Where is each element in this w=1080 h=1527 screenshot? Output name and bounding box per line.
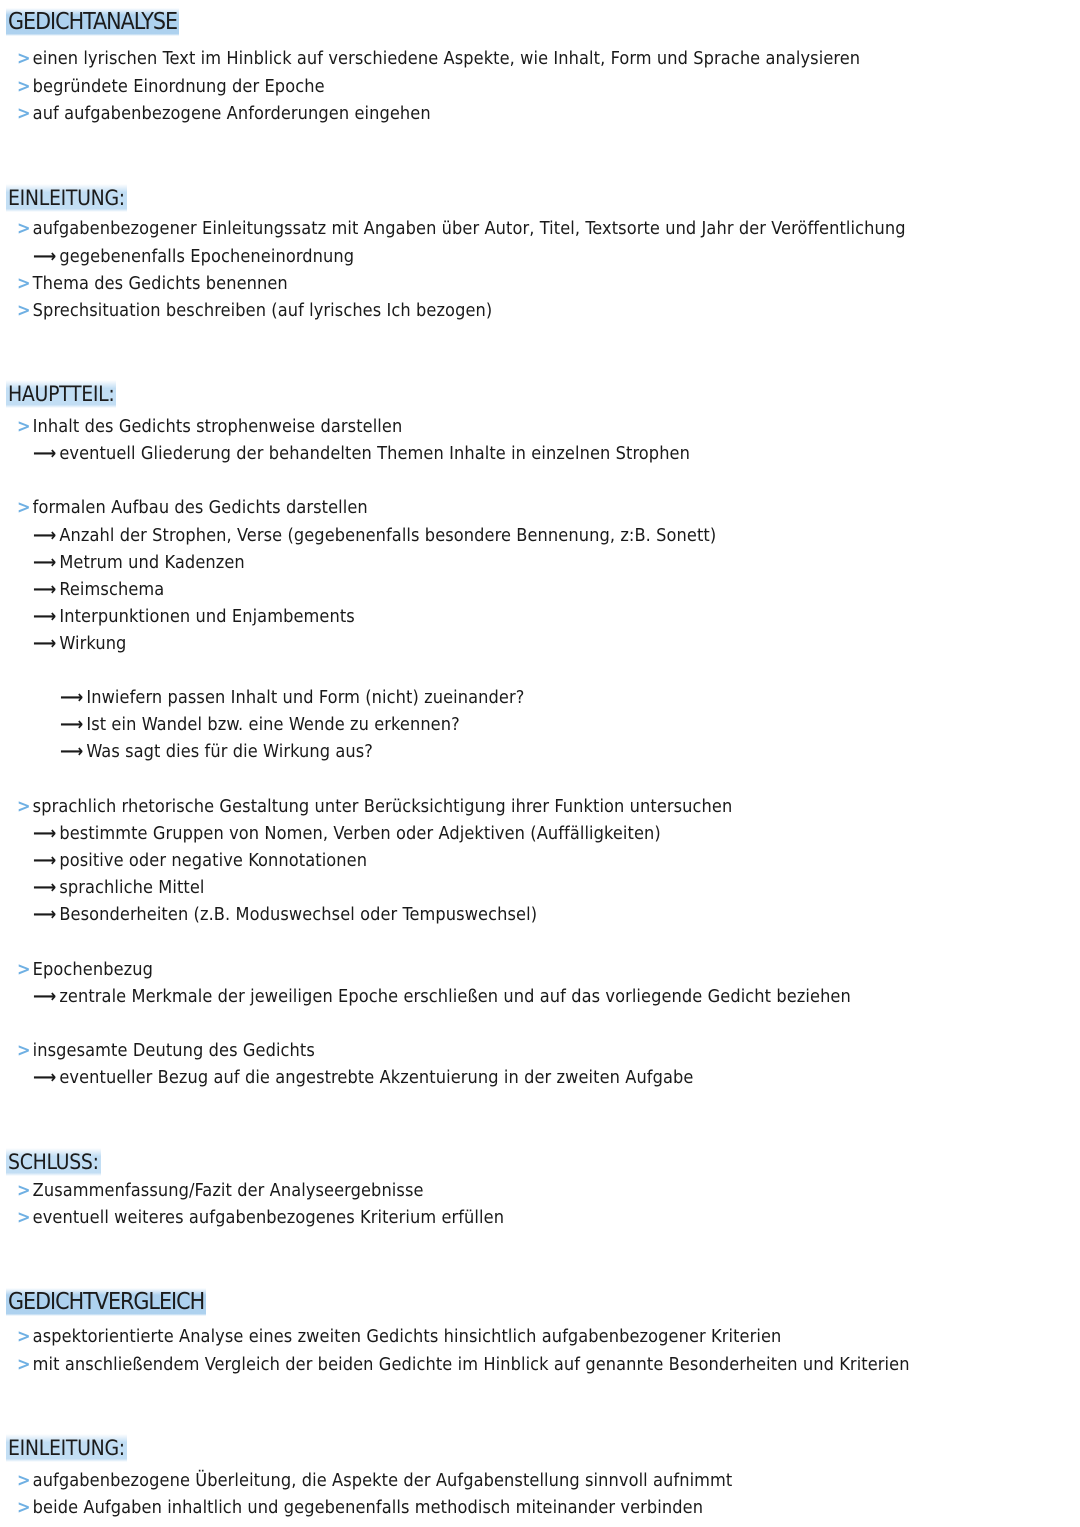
bullet-item: > Zusammenfassung/Fazit der Analyseergebnisse	[17, 1180, 424, 1201]
bullet-marker-icon: >	[17, 1207, 31, 1228]
arrow-icon: ⟶	[33, 823, 57, 844]
sub-item: ⟶ Besonderheiten (z.B. Moduswechsel oder Tempuswechsel)	[33, 904, 538, 925]
bullet-item: > Epochenbezug	[17, 959, 153, 980]
bullet-marker-icon: >	[17, 1180, 31, 1201]
sub-item: ⟶ Reimschema	[33, 579, 165, 600]
arrow-icon: ⟶	[33, 525, 57, 546]
title-gedichtvergleich: GEDICHTVERGLEICH	[8, 1289, 205, 1315]
heading-schluss: SCHLUSS:	[8, 1150, 99, 1174]
bullet-item: > beide Aufgaben inhaltlich und gegebenenfalls methodisch miteinander verbinden	[17, 1497, 704, 1518]
sub-item: ⟶ eventuell Gliederung der behandelten Themen Inhalte in einzelnen Strophen	[33, 443, 690, 464]
heading-hauptteil: HAUPTTEIL:	[8, 382, 115, 406]
bullet-item: > begründete Einordnung der Epoche	[17, 76, 325, 97]
bullet-item: > insgesamte Deutung des Gedichts	[17, 1040, 315, 1061]
sub-sub-item: ⟶ Ist ein Wandel bzw. eine Wende zu erkennen?	[60, 714, 460, 735]
sub-item: ⟶ positive oder negative Konnotationen	[33, 850, 368, 871]
sub-item: ⟶ Interpunktionen und Enjambements	[33, 606, 355, 627]
sub-item: ⟶ gegebenenfalls Epocheneinordnung	[33, 246, 355, 267]
bullet-item: > Thema des Gedichts benennen	[17, 273, 288, 294]
bullet-marker-icon: >	[17, 218, 31, 239]
sub-item: ⟶ Anzahl der Strophen, Verse (gegebenenfalls besondere Bennenung, z:B. Sonett)	[33, 525, 717, 546]
arrow-icon: ⟶	[33, 850, 57, 871]
arrow-icon: ⟶	[33, 904, 57, 925]
sub-sub-item: ⟶ Inwiefern passen Inhalt und Form (nicht) zueinander?	[60, 687, 525, 708]
arrow-icon: ⟶	[60, 687, 84, 708]
sub-item: ⟶ Metrum und Kadenzen	[33, 552, 245, 573]
bullet-item: > mit anschließendem Vergleich der beiden Gedichte im Hinblick auf genannte Besonderheiten und Kriterien	[17, 1354, 910, 1375]
bullet-item: > eventuell weiteres aufgabenbezogenes Kriterium erfüllen	[17, 1207, 505, 1228]
bullet-marker-icon: >	[17, 959, 31, 980]
bullet-marker-icon: >	[17, 103, 31, 124]
arrow-icon: ⟶	[33, 986, 57, 1007]
arrow-icon: ⟶	[33, 443, 57, 464]
bullet-marker-icon: >	[17, 1326, 31, 1347]
sub-item: ⟶ bestimmte Gruppen von Nomen, Verben oder Adjektiven (Auffälligkeiten)	[33, 823, 661, 844]
sub-item: ⟶ sprachliche Mittel	[33, 877, 205, 898]
sub-item: ⟶ zentrale Merkmale der jeweiligen Epoche erschließen und auf das vorliegende Gedicht beziehen	[33, 986, 851, 1007]
arrow-icon: ⟶	[60, 741, 84, 762]
bullet-marker-icon: >	[17, 76, 31, 97]
bullet-item: > auf aufgabenbezogene Anforderungen eingehen	[17, 103, 431, 124]
bullet-marker-icon: >	[17, 416, 31, 437]
heading-einleitung-vergleich: EINLEITUNG:	[8, 1436, 125, 1460]
bullet-item: > aufgabenbezogener Einleitungssatz mit Angaben über Autor, Titel, Textsorte und Jahr der Veröffentlichung	[17, 218, 906, 239]
bullet-marker-icon: >	[17, 273, 31, 294]
arrow-icon: ⟶	[33, 633, 57, 654]
bullet-marker-icon: >	[17, 1040, 31, 1061]
bullet-item: > einen lyrischen Text im Hinblick auf verschiedene Aspekte, wie Inhalt, Form und Sprache analysieren	[17, 48, 861, 69]
bullet-item: > formalen Aufbau des Gedichts darstellen	[17, 497, 368, 518]
heading-einleitung: EINLEITUNG:	[8, 186, 125, 210]
bullet-item: > sprachlich rhetorische Gestaltung unter Berücksichtigung ihrer Funktion untersuchen	[17, 796, 733, 817]
bullet-marker-icon: >	[17, 48, 31, 69]
bullet-marker-icon: >	[17, 1497, 31, 1518]
bullet-marker-icon: >	[17, 497, 31, 518]
bullet-marker-icon: >	[17, 300, 31, 321]
bullet-item: > aspektorientierte Analyse eines zweiten Gedichts hinsichtlich aufgabenbezogener Kriterien	[17, 1326, 782, 1347]
sub-sub-item: ⟶ Was sagt dies für die Wirkung aus?	[60, 741, 373, 762]
bullet-marker-icon: >	[17, 1470, 31, 1491]
arrow-icon: ⟶	[33, 1067, 57, 1088]
arrow-icon: ⟶	[60, 714, 84, 735]
title-gedichtanalyse: GEDICHTANALYSE	[8, 9, 178, 35]
sub-item: ⟶ eventueller Bezug auf die angestrebte Akzentuierung in der zweiten Aufgabe	[33, 1067, 694, 1088]
arrow-icon: ⟶	[33, 579, 57, 600]
bullet-item: > Sprechsituation beschreiben (auf lyrisches Ich bezogen)	[17, 300, 493, 321]
arrow-icon: ⟶	[33, 877, 57, 898]
bullet-item: > Inhalt des Gedichts strophenweise darstellen	[17, 416, 403, 437]
arrow-icon: ⟶	[33, 552, 57, 573]
arrow-icon: ⟶	[33, 246, 57, 267]
sub-item: ⟶ Wirkung	[33, 633, 127, 654]
bullet-marker-icon: >	[17, 796, 31, 817]
bullet-item: > aufgabenbezogene Überleitung, die Aspekte der Aufgabenstellung sinnvoll aufnimmt	[17, 1470, 733, 1491]
arrow-icon: ⟶	[33, 606, 57, 627]
bullet-marker-icon: >	[17, 1354, 31, 1375]
